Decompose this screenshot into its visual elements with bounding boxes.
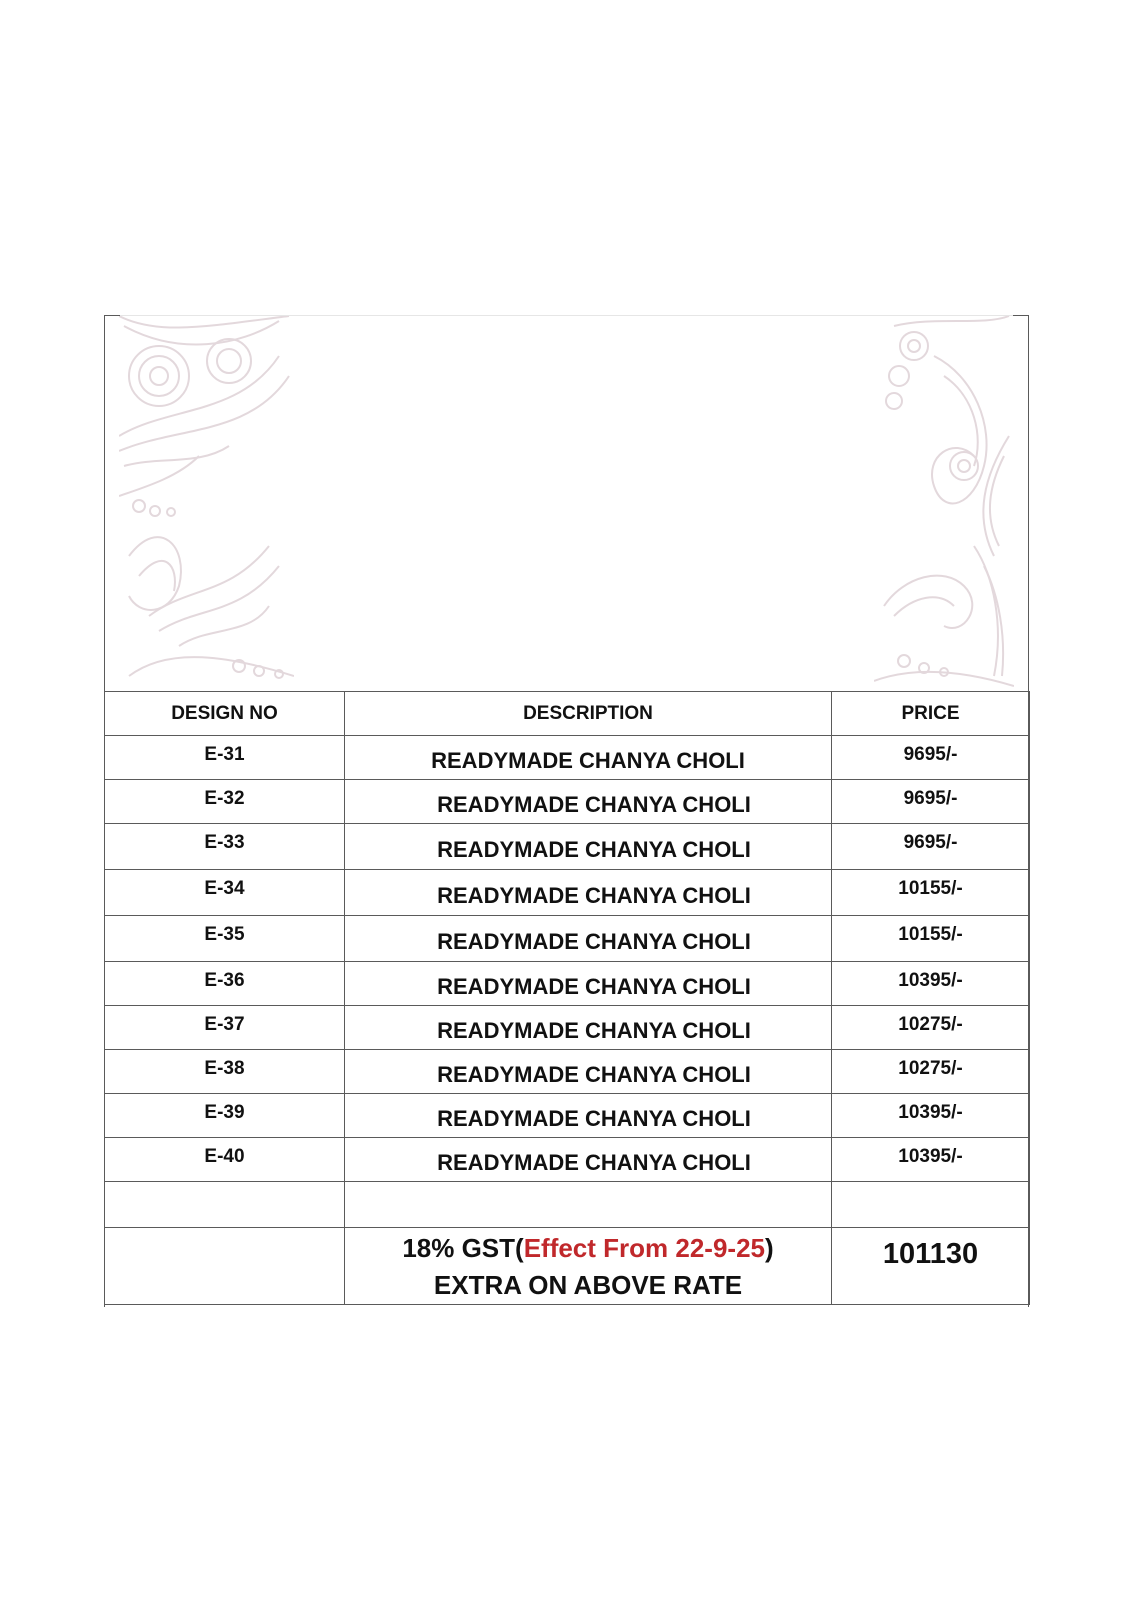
price-cell: 10395/- <box>832 962 1030 1006</box>
description-cell <box>345 916 832 962</box>
table-row <box>105 1138 1030 1182</box>
description-text: READYMADE CHANYA CHOLI <box>437 836 751 862</box>
table-row <box>105 1050 1030 1094</box>
description-text: READYMADE CHANYA CHOLI <box>437 882 751 908</box>
gst-prefix: 18% GST( <box>402 1233 524 1263</box>
price-cell: 9695/- <box>832 736 1030 780</box>
table-row <box>105 1006 1030 1050</box>
price-table <box>104 691 1030 1305</box>
design-no-cell: E-33 <box>105 824 345 870</box>
description-text: READYMADE CHANYA CHOLI <box>437 1105 751 1131</box>
table-row <box>105 736 1030 780</box>
design-no-header: DESIGN NO <box>105 692 345 736</box>
description-text: READYMADE CHANYA CHOLI <box>437 973 751 999</box>
blank-row <box>105 1182 1030 1228</box>
description-text: READYMADE CHANYA CHOLI <box>437 1149 751 1175</box>
design-no-cell: E-39 <box>105 1094 345 1138</box>
design-no-cell: E-36 <box>105 962 345 1006</box>
price-cell: 10395/- <box>832 1094 1030 1138</box>
description-cell <box>345 1006 832 1050</box>
gst-note-line-2: EXTRA ON ABOVE RATE <box>433 1270 743 1300</box>
gst-suffix: ) <box>765 1233 774 1263</box>
table-row <box>105 1094 1030 1138</box>
description-text: READYMADE CHANYA CHOLI <box>437 928 751 954</box>
description-cell <box>345 780 832 824</box>
gst-note-cell <box>345 1228 832 1305</box>
design-no-cell: E-35 <box>105 916 345 962</box>
price-cell: 10395/- <box>832 1138 1030 1182</box>
total-amount: 101130 <box>832 1228 1030 1305</box>
table-row <box>105 824 1030 870</box>
paisley-left-ornament-icon <box>119 316 294 688</box>
gst-note-line-1 <box>345 1230 831 1267</box>
table-row <box>105 962 1030 1006</box>
table-row <box>105 916 1030 962</box>
description-cell <box>345 736 832 780</box>
price-cell: 10155/- <box>832 916 1030 962</box>
blank-cell <box>105 1228 345 1305</box>
decorative-banner <box>105 316 1028 691</box>
design-no-cell: E-40 <box>105 1138 345 1182</box>
table-row <box>105 780 1030 824</box>
description-cell <box>345 870 832 916</box>
description-cell <box>345 1050 832 1094</box>
price-cell: 9695/- <box>832 824 1030 870</box>
description-cell <box>345 1094 832 1138</box>
description-header: DESCRIPTION <box>345 692 832 736</box>
table-row <box>105 870 1030 916</box>
design-no-cell: E-31 <box>105 736 345 780</box>
description-text: READYMADE CHANYA CHOLI <box>437 1061 751 1087</box>
design-no-cell: E-32 <box>105 780 345 824</box>
blank-cell <box>832 1182 1030 1228</box>
description-text: READYMADE CHANYA CHOLI <box>437 1017 751 1043</box>
table-header-row <box>105 692 1030 736</box>
description-cell <box>345 824 832 870</box>
price-cell: 10275/- <box>832 1006 1030 1050</box>
price-cell: 10275/- <box>832 1050 1030 1094</box>
description-cell <box>345 962 832 1006</box>
description-text: READYMADE CHANYA CHOLI <box>437 791 751 817</box>
price-cell: 10155/- <box>832 870 1030 916</box>
blank-cell <box>345 1182 832 1228</box>
blank-cell <box>105 1182 345 1228</box>
design-no-cell: E-38 <box>105 1050 345 1094</box>
gst-footer-row <box>105 1228 1030 1305</box>
paisley-right-ornament-icon <box>874 316 1014 688</box>
description-text: READYMADE CHANYA CHOLI <box>431 747 745 773</box>
price-header: PRICE <box>832 692 1030 736</box>
design-no-cell: E-34 <box>105 870 345 916</box>
description-cell <box>345 1138 832 1182</box>
gst-effect-date: Effect From 22-9-25 <box>523 1233 765 1263</box>
design-no-cell: E-37 <box>105 1006 345 1050</box>
price-list-sheet <box>104 315 1029 1307</box>
price-cell: 9695/- <box>832 780 1030 824</box>
